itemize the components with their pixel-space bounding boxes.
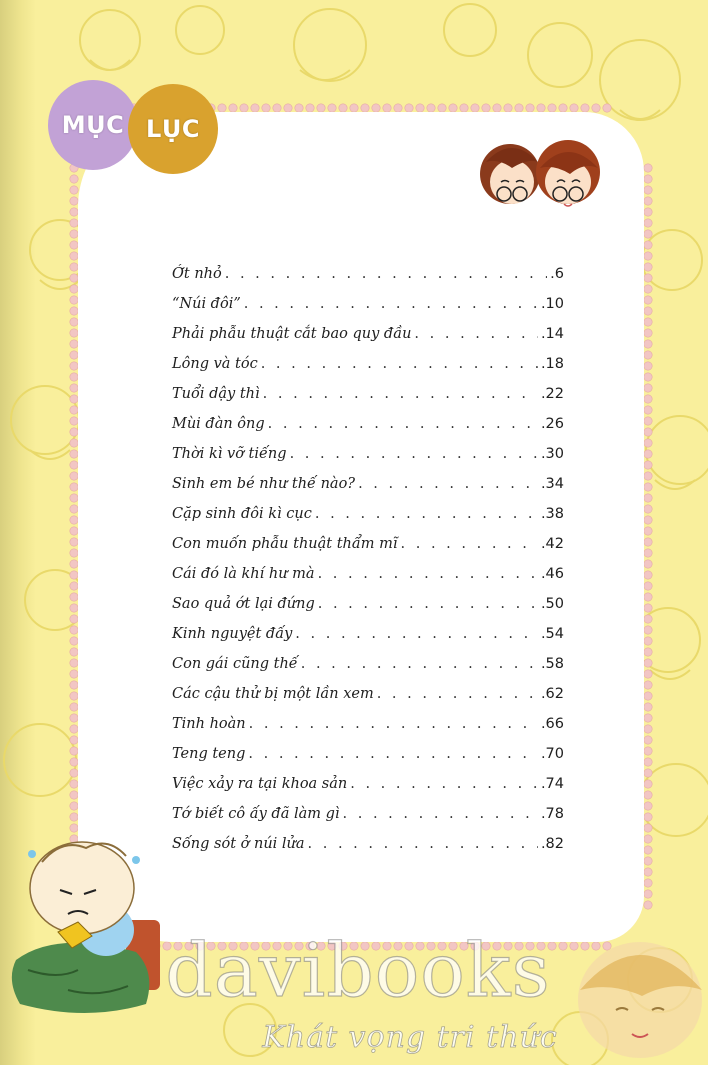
border-flower (644, 241, 652, 249)
toc-page-number: .14 (540, 326, 564, 342)
toc-row (172, 672, 564, 702)
border-flower (350, 104, 358, 112)
border-flower (70, 637, 78, 645)
border-flower (70, 252, 78, 260)
toc-dot-leader (343, 806, 538, 822)
border-flower (644, 681, 652, 689)
border-flower (644, 384, 652, 392)
border-flower (361, 104, 369, 112)
toc-page-number: .22 (540, 386, 564, 402)
border-flower (644, 802, 652, 810)
toc-row (172, 342, 564, 372)
border-flower (644, 670, 652, 678)
border-flower (70, 428, 78, 436)
watermark-slogan: Khát vọng tri thức (262, 1020, 558, 1055)
toc-dot-leader (315, 506, 538, 522)
toc-page-number: .10 (540, 296, 564, 312)
toc-row (172, 582, 564, 612)
toc-title: Sống sót ở núi lửa (172, 836, 305, 852)
border-flower (644, 714, 652, 722)
border-flower (70, 560, 78, 568)
border-flower (460, 104, 468, 112)
toc-title: Sinh em bé như thế nào? (172, 476, 356, 492)
toc-dot-leader (401, 536, 538, 552)
border-flower (603, 104, 611, 112)
toc-dot-leader (350, 776, 538, 792)
border-flower (70, 494, 78, 502)
toc-row (172, 612, 564, 642)
border-flower (251, 104, 259, 112)
border-flower (70, 483, 78, 491)
border-flower (70, 296, 78, 304)
border-flower (644, 428, 652, 436)
border-flower (644, 615, 652, 623)
border-flower (644, 362, 652, 370)
border-flower (644, 252, 652, 260)
border-flower (70, 351, 78, 359)
border-flower (70, 802, 78, 810)
border-flower (295, 104, 303, 112)
toc-row (172, 462, 564, 492)
border-flower (644, 164, 652, 172)
border-flower (70, 285, 78, 293)
title-part-1: MỤC (61, 111, 125, 139)
border-flower (70, 274, 78, 282)
border-flower (644, 296, 652, 304)
border-flower (70, 439, 78, 447)
border-flower (504, 104, 512, 112)
toc-dot-leader (301, 656, 538, 672)
border-flower (644, 197, 652, 205)
border-flower (240, 104, 248, 112)
border-flower (70, 692, 78, 700)
toc-row (172, 432, 564, 462)
toc-page-number: .30 (540, 446, 564, 462)
border-flower (592, 104, 600, 112)
toc-row (172, 822, 564, 852)
border-flower (306, 104, 314, 112)
toc-title: Cặp sinh đôi kì cục (172, 506, 312, 522)
border-flower (644, 494, 652, 502)
toc-row (172, 702, 564, 732)
toc-page-number: .54 (540, 626, 564, 642)
toc-title: Sao quả ớt lại đứng (172, 596, 315, 612)
border-flower (581, 104, 589, 112)
toc-dot-leader (295, 626, 538, 642)
border-flower (70, 373, 78, 381)
border-flower (70, 582, 78, 590)
border-flower (644, 725, 652, 733)
toc-title: Con muốn phẫu thuật thẩm mĩ (172, 536, 398, 552)
twin-girls-illustration (468, 132, 618, 212)
border-flower (644, 780, 652, 788)
border-flower (394, 104, 402, 112)
toc-row (172, 402, 564, 432)
border-flower (70, 395, 78, 403)
border-flower (70, 527, 78, 535)
border-flower (70, 384, 78, 392)
border-flower (70, 241, 78, 249)
title-part-2: LỤC (146, 115, 200, 143)
toc-title: Việc xảy ra tại khoa sản (172, 776, 348, 792)
toc-dot-leader (268, 416, 538, 432)
border-flower (70, 648, 78, 656)
toc-page-number: .46 (540, 566, 564, 582)
toc-title: Lông và tóc (172, 356, 258, 372)
border-flower (70, 318, 78, 326)
border-flower (644, 659, 652, 667)
toc-page-number: .78 (540, 806, 564, 822)
toc-page-number: .50 (540, 596, 564, 612)
border-flower (644, 175, 652, 183)
border-flower (70, 197, 78, 205)
border-flower (644, 373, 652, 381)
border-flower (70, 175, 78, 183)
toc-row (172, 522, 564, 552)
border-flower (644, 516, 652, 524)
border-flower (644, 340, 652, 348)
border-flower (70, 593, 78, 601)
border-flower (70, 219, 78, 227)
toc-dot-leader (249, 716, 538, 732)
border-flower (644, 692, 652, 700)
border-flower (70, 230, 78, 238)
border-flower (70, 670, 78, 678)
toc-page-number: .18 (540, 356, 564, 372)
border-flower (644, 395, 652, 403)
toc-page-number: .66 (540, 716, 564, 732)
border-flower (70, 659, 78, 667)
border-flower (644, 648, 652, 656)
border-flower (405, 104, 413, 112)
border-flower (70, 417, 78, 425)
toc-title: “Núi đôi” (172, 296, 241, 312)
toc-row (172, 312, 564, 342)
border-flower (644, 582, 652, 590)
border-flower (548, 104, 556, 112)
border-flower (644, 813, 652, 821)
toc-dot-leader (414, 326, 538, 342)
border-flower (273, 104, 281, 112)
toc-dot-leader (244, 296, 538, 312)
border-flower (70, 703, 78, 711)
toc-row (172, 492, 564, 522)
border-flower (372, 104, 380, 112)
toc-title: Thời kì vỡ tiếng (172, 446, 287, 462)
toc-dot-leader (261, 356, 538, 372)
border-flower (70, 758, 78, 766)
border-flower (644, 472, 652, 480)
border-flower (70, 340, 78, 348)
border-flower (644, 527, 652, 535)
border-flower (644, 835, 652, 843)
watermark-brand: davibooks (165, 928, 551, 1014)
border-flower (644, 406, 652, 414)
border-flower (644, 417, 652, 425)
border-flower (644, 824, 652, 832)
border-flower (70, 780, 78, 788)
toc-dot-leader (377, 686, 538, 702)
border-flower (644, 791, 652, 799)
toc-title: Cái đó là khí hư mà (172, 566, 315, 582)
border-flower (427, 104, 435, 112)
border-flower (644, 549, 652, 557)
border-flower (644, 593, 652, 601)
border-flower (644, 351, 652, 359)
toc-row (172, 642, 564, 672)
border-flower (70, 681, 78, 689)
border-flower (644, 263, 652, 271)
border-flower (644, 879, 652, 887)
toc-title: Mùi đàn ông (172, 416, 265, 432)
toc-page-number: .42 (540, 536, 564, 552)
border-flower (644, 703, 652, 711)
toc-title: Con gái cũng thế (172, 656, 298, 672)
border-flower (70, 813, 78, 821)
border-flower (559, 104, 567, 112)
border-flower (218, 104, 226, 112)
border-flower (644, 637, 652, 645)
border-flower (515, 104, 523, 112)
toc-dot-leader (225, 266, 547, 282)
border-flower (70, 549, 78, 557)
border-flower (644, 461, 652, 469)
border-flower (70, 736, 78, 744)
border-flower (644, 747, 652, 755)
toc-row (172, 792, 564, 822)
border-flower (644, 604, 652, 612)
border-flower (70, 472, 78, 480)
border-flower (644, 230, 652, 238)
toc-title: Tuổi dậy thì (172, 386, 260, 402)
border-flower (644, 769, 652, 777)
border-flower (70, 263, 78, 271)
border-flower (70, 406, 78, 414)
border-flower (644, 208, 652, 216)
border-flower (70, 791, 78, 799)
border-flower (644, 758, 652, 766)
border-flower (644, 329, 652, 337)
border-flower (644, 505, 652, 513)
toc-title: Ớt nhỏ (172, 266, 222, 282)
border-flower (644, 560, 652, 568)
toc-title: Các cậu thử bị một lần xem (172, 686, 374, 702)
border-flower (70, 747, 78, 755)
border-flower (70, 516, 78, 524)
border-flower (644, 285, 652, 293)
toc-page-number: .74 (540, 776, 564, 792)
border-flower (70, 461, 78, 469)
border-flower (644, 219, 652, 227)
toc-row (172, 552, 564, 582)
border-flower (644, 857, 652, 865)
border-flower (644, 736, 652, 744)
toc-page-number: .82 (540, 836, 564, 852)
border-flower (70, 571, 78, 579)
border-flower (70, 362, 78, 370)
border-flower (449, 104, 457, 112)
title-circle-muc (48, 80, 138, 170)
border-flower (644, 901, 652, 909)
toc-dot-leader (263, 386, 538, 402)
toc-page-number: .38 (540, 506, 564, 522)
border-flower (644, 571, 652, 579)
border-flower (526, 104, 534, 112)
toc-page-number: .58 (540, 656, 564, 672)
border-flower (70, 450, 78, 458)
border-flower (644, 307, 652, 315)
border-flower (644, 274, 652, 282)
border-flower (284, 104, 292, 112)
border-flower (383, 104, 391, 112)
border-flower (70, 208, 78, 216)
toc-title: Teng teng (172, 746, 246, 762)
toc-page-number: .26 (540, 416, 564, 432)
toc-dot-leader (290, 446, 538, 462)
border-flower (644, 626, 652, 634)
border-flower (644, 868, 652, 876)
border-flower (644, 186, 652, 194)
border-flower (262, 104, 270, 112)
toc-row (172, 372, 564, 402)
border-flower (317, 104, 325, 112)
border-flower (70, 615, 78, 623)
toc-dot-leader (318, 596, 538, 612)
baby-cartoon-illustration (8, 830, 168, 1020)
toc-page-number: .62 (540, 686, 564, 702)
border-flower (229, 104, 237, 112)
toc-dot-leader (308, 836, 538, 852)
border-flower (644, 538, 652, 546)
toc-dot-leader (358, 476, 538, 492)
border-flower (70, 714, 78, 722)
toc-page-number: .34 (540, 476, 564, 492)
border-flower (493, 104, 501, 112)
border-flower (644, 439, 652, 447)
table-of-contents (172, 252, 564, 852)
toc-page-number: .70 (540, 746, 564, 762)
border-flower (70, 329, 78, 337)
border-flower (328, 104, 336, 112)
border-flower (471, 104, 479, 112)
border-flower (644, 483, 652, 491)
border-flower (339, 104, 347, 112)
border-flower (644, 846, 652, 854)
toc-row (172, 762, 564, 792)
toc-dot-leader (318, 566, 538, 582)
border-flower (644, 450, 652, 458)
border-flower (70, 538, 78, 546)
toc-title: Phải phẫu thuật cắt bao quy đầu (172, 326, 412, 342)
toc-row (172, 732, 564, 762)
toc-page-number: .6 (550, 266, 564, 282)
border-flower (70, 307, 78, 315)
toc-row (172, 252, 564, 282)
border-flower (438, 104, 446, 112)
border-flower (70, 626, 78, 634)
border-flower (644, 890, 652, 898)
border-flower (416, 104, 424, 112)
border-flower (70, 505, 78, 513)
toc-title: Kinh nguyệt đấy (172, 626, 293, 642)
toc-row (172, 282, 564, 312)
border-flower (70, 186, 78, 194)
border-flower (482, 104, 490, 112)
border-flower (70, 725, 78, 733)
toc-title: Tớ biết cô ấy đã làm gì (172, 806, 340, 822)
border-flower (70, 769, 78, 777)
title-circle-luc (128, 84, 218, 174)
border-flower (70, 604, 78, 612)
border-flower (570, 104, 578, 112)
toc-dot-leader (248, 746, 538, 762)
toc-title: Tinh hoàn (172, 716, 246, 732)
border-flower (644, 318, 652, 326)
border-flower (537, 104, 545, 112)
